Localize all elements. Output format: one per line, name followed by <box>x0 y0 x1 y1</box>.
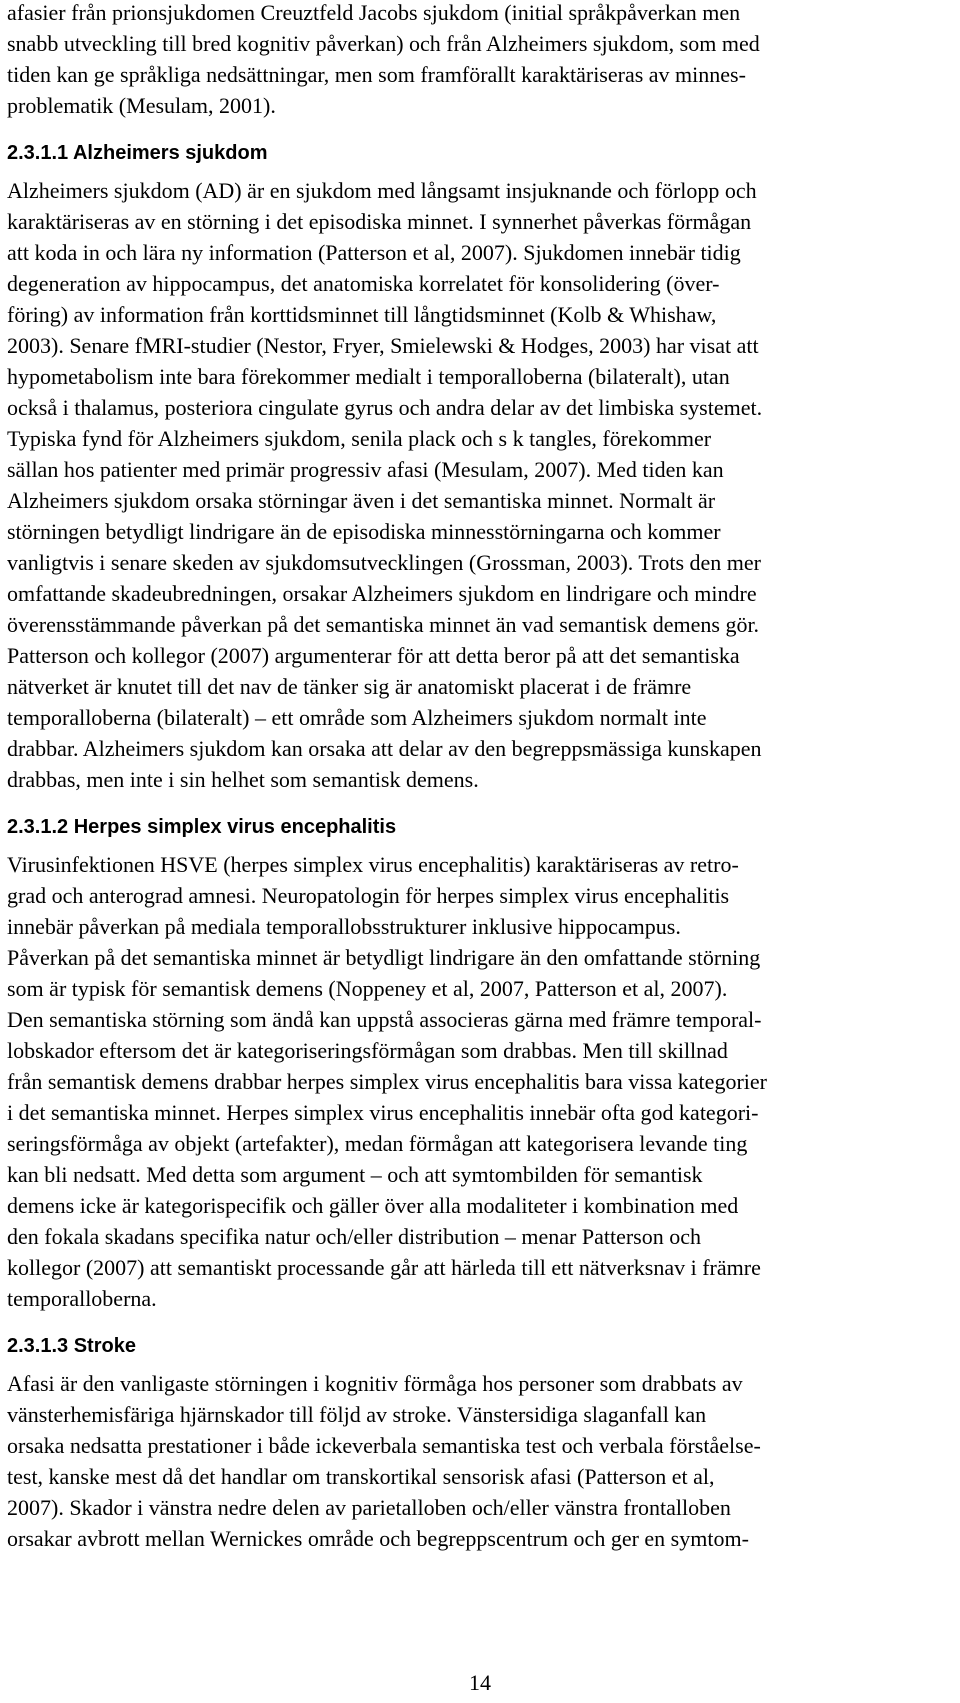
text-line: Virusinfektionen HSVE (herpes simplex virus encephalitis) karaktäriseras av retro- <box>7 852 739 877</box>
text-line: Påverkan på det semantiska minnet är betydligt lindrigare än den omfattande störning <box>7 945 761 970</box>
text-line: hypometabolism inte bara förekommer medialt i temporalloberna (bilateralt), utan <box>7 364 730 389</box>
text-line: att koda in och lära ny information (Patterson et al, 2007). Sjukdomen innebär tidig <box>7 240 741 265</box>
text-line: Alzheimers sjukdom (AD) är en sjukdom med långsamt insjuknande och förlopp och <box>7 178 757 203</box>
text-line: som är typisk för semantisk demens (Noppeney et al, 2007, Patterson et al, 2007). <box>7 976 728 1001</box>
text-line: problematik (Mesulam, 2001). <box>7 93 276 118</box>
text-line: orsakar avbrott mellan Wernickes område och begreppscentrum och ger en symtom- <box>7 1526 749 1551</box>
text-line: Typiska fynd för Alzheimers sjukdom, senila plack och s k tangles, förekommer <box>7 426 712 451</box>
text-line: temporalloberna. <box>7 1286 157 1311</box>
text-line: seringsförmåga av objekt (artefakter), medan förmågan att kategorisera levande ting <box>7 1131 748 1156</box>
text-line: lobskador eftersom det är kategoriseringsförmågan som drabbas. Men till skillnad <box>7 1038 728 1063</box>
text-line: Afasi är den vanligaste störningen i kognitiv förmåga hos personer som drabbats av <box>7 1371 743 1396</box>
text-line: karaktäriseras av en störning i det episodiska minnet. I synnerhet påverkas förmågan <box>7 209 752 234</box>
text-line: snabb utveckling till bred kognitiv påverkan) och från Alzheimers sjukdom, som med <box>7 31 760 56</box>
text-line: Patterson och kollegor (2007) argumenterar för att detta beror på att det semantiska <box>7 643 740 668</box>
text-line: afasier från prionsjukdomen Creuztfeld Jacobs sjukdom (initial språkpåverkan men <box>7 0 741 25</box>
text-line: drabbas, men inte i sin helhet som semantisk demens. <box>7 767 479 792</box>
text-line: test, kanske mest då det handlar om transkortikal sensorisk afasi (Patterson et al, <box>7 1464 715 1489</box>
text-line: tiden kan ge språkliga nedsättningar, men som framförallt karaktäriseras av minnes- <box>7 62 746 87</box>
text-line: innebär påverkan på mediala temporallobsstrukturer inklusive hippocampus. <box>7 914 681 939</box>
text-line: överensstämmande påverkan på det semantiska minnet än vad semantisk demens gör. <box>7 612 760 637</box>
text-line: nätverket är knutet till det nav de tänker sig är anatomiskt placerat i de främre <box>7 674 692 699</box>
text-line: demens icke är kategorispecifik och gäller över alla modaliteter i kombination med <box>7 1193 739 1218</box>
text-line: 2007). Skador i vänstra nedre delen av parietalloben och/eller vänstra frontalloben <box>7 1495 731 1520</box>
text-line: vänsterhemisfäriga hjärnskador till följd av stroke. Vänstersidiga slaganfall kan <box>7 1402 707 1427</box>
text-line: kollegor (2007) att semantiskt processande går att härleda till ett nätverksnav i främre <box>7 1255 761 1280</box>
text-line: den fokala skadans specifika natur och/eller distribution – menar Patterson och <box>7 1224 702 1249</box>
text-line: orsaka nedsatta prestationer i både ickeverbala semantiska test och verbala förståelse- <box>7 1433 761 1458</box>
text-line: sällan hos patienter med primär progressiv afasi (Mesulam, 2007). Med tiden kan <box>7 457 724 482</box>
text-line: 2003). Senare fMRI-studier (Nestor, Fryer, Smielewski & Hodges, 2003) har visat att <box>7 333 759 358</box>
text-line: grad och anterograd amnesi. Neuropatologin för herpes simplex virus encephalitis <box>7 883 730 908</box>
text-line: Den semantiska störning som ändå kan uppstå associeras gärna med främre temporal- <box>7 1007 762 1032</box>
text-line: temporalloberna (bilateralt) – ett område som Alzheimers sjukdom normalt inte <box>7 705 707 730</box>
section-heading: 2.3.1.2 Herpes simplex virus encephalitis <box>7 816 397 838</box>
text-line: drabbar. Alzheimers sjukdom kan orsaka att delar av den begreppsmässiga kunskapen <box>7 736 762 761</box>
text-line: också i thalamus, posteriora cingulate gyrus och andra delar av det limbiska systemet. <box>7 395 763 420</box>
text-line: Alzheimers sjukdom orsaka störningar även i det semantiska minnet. Normalt är <box>7 488 716 513</box>
text-line: degeneration av hippocampus, det anatomiska korrelatet för konsolidering (över- <box>7 271 720 296</box>
text-line: kan bli nedsatt. Med detta som argument – och att symtombilden för semantisk <box>7 1162 703 1187</box>
text-line: från semantisk demens drabbar herpes simplex virus encephalitis bara vissa kategorier <box>7 1069 767 1094</box>
text-line: i det semantiska minnet. Herpes simplex virus encephalitis innebär ofta god kategori- <box>7 1100 759 1125</box>
text-line: föring) av information från korttidsminnet till långtidsminnet (Kolb & Whishaw, <box>7 302 717 327</box>
text-line: vanligtvis i senare skeden av sjukdomsutvecklingen (Grossman, 2003). Trots den mer <box>7 550 762 575</box>
section-heading: 2.3.1.3 Stroke <box>7 1335 136 1357</box>
text-line: störningen betydligt lindrigare än de episodiska minnesstörningarna och kommer <box>7 519 721 544</box>
page-number: 14 <box>469 1670 491 1695</box>
text-line: omfattande skadeubredningen, orsakar Alzheimers sjukdom en lindrigare och mindre <box>7 581 757 606</box>
section-heading: 2.3.1.1 Alzheimers sjukdom <box>7 142 268 164</box>
